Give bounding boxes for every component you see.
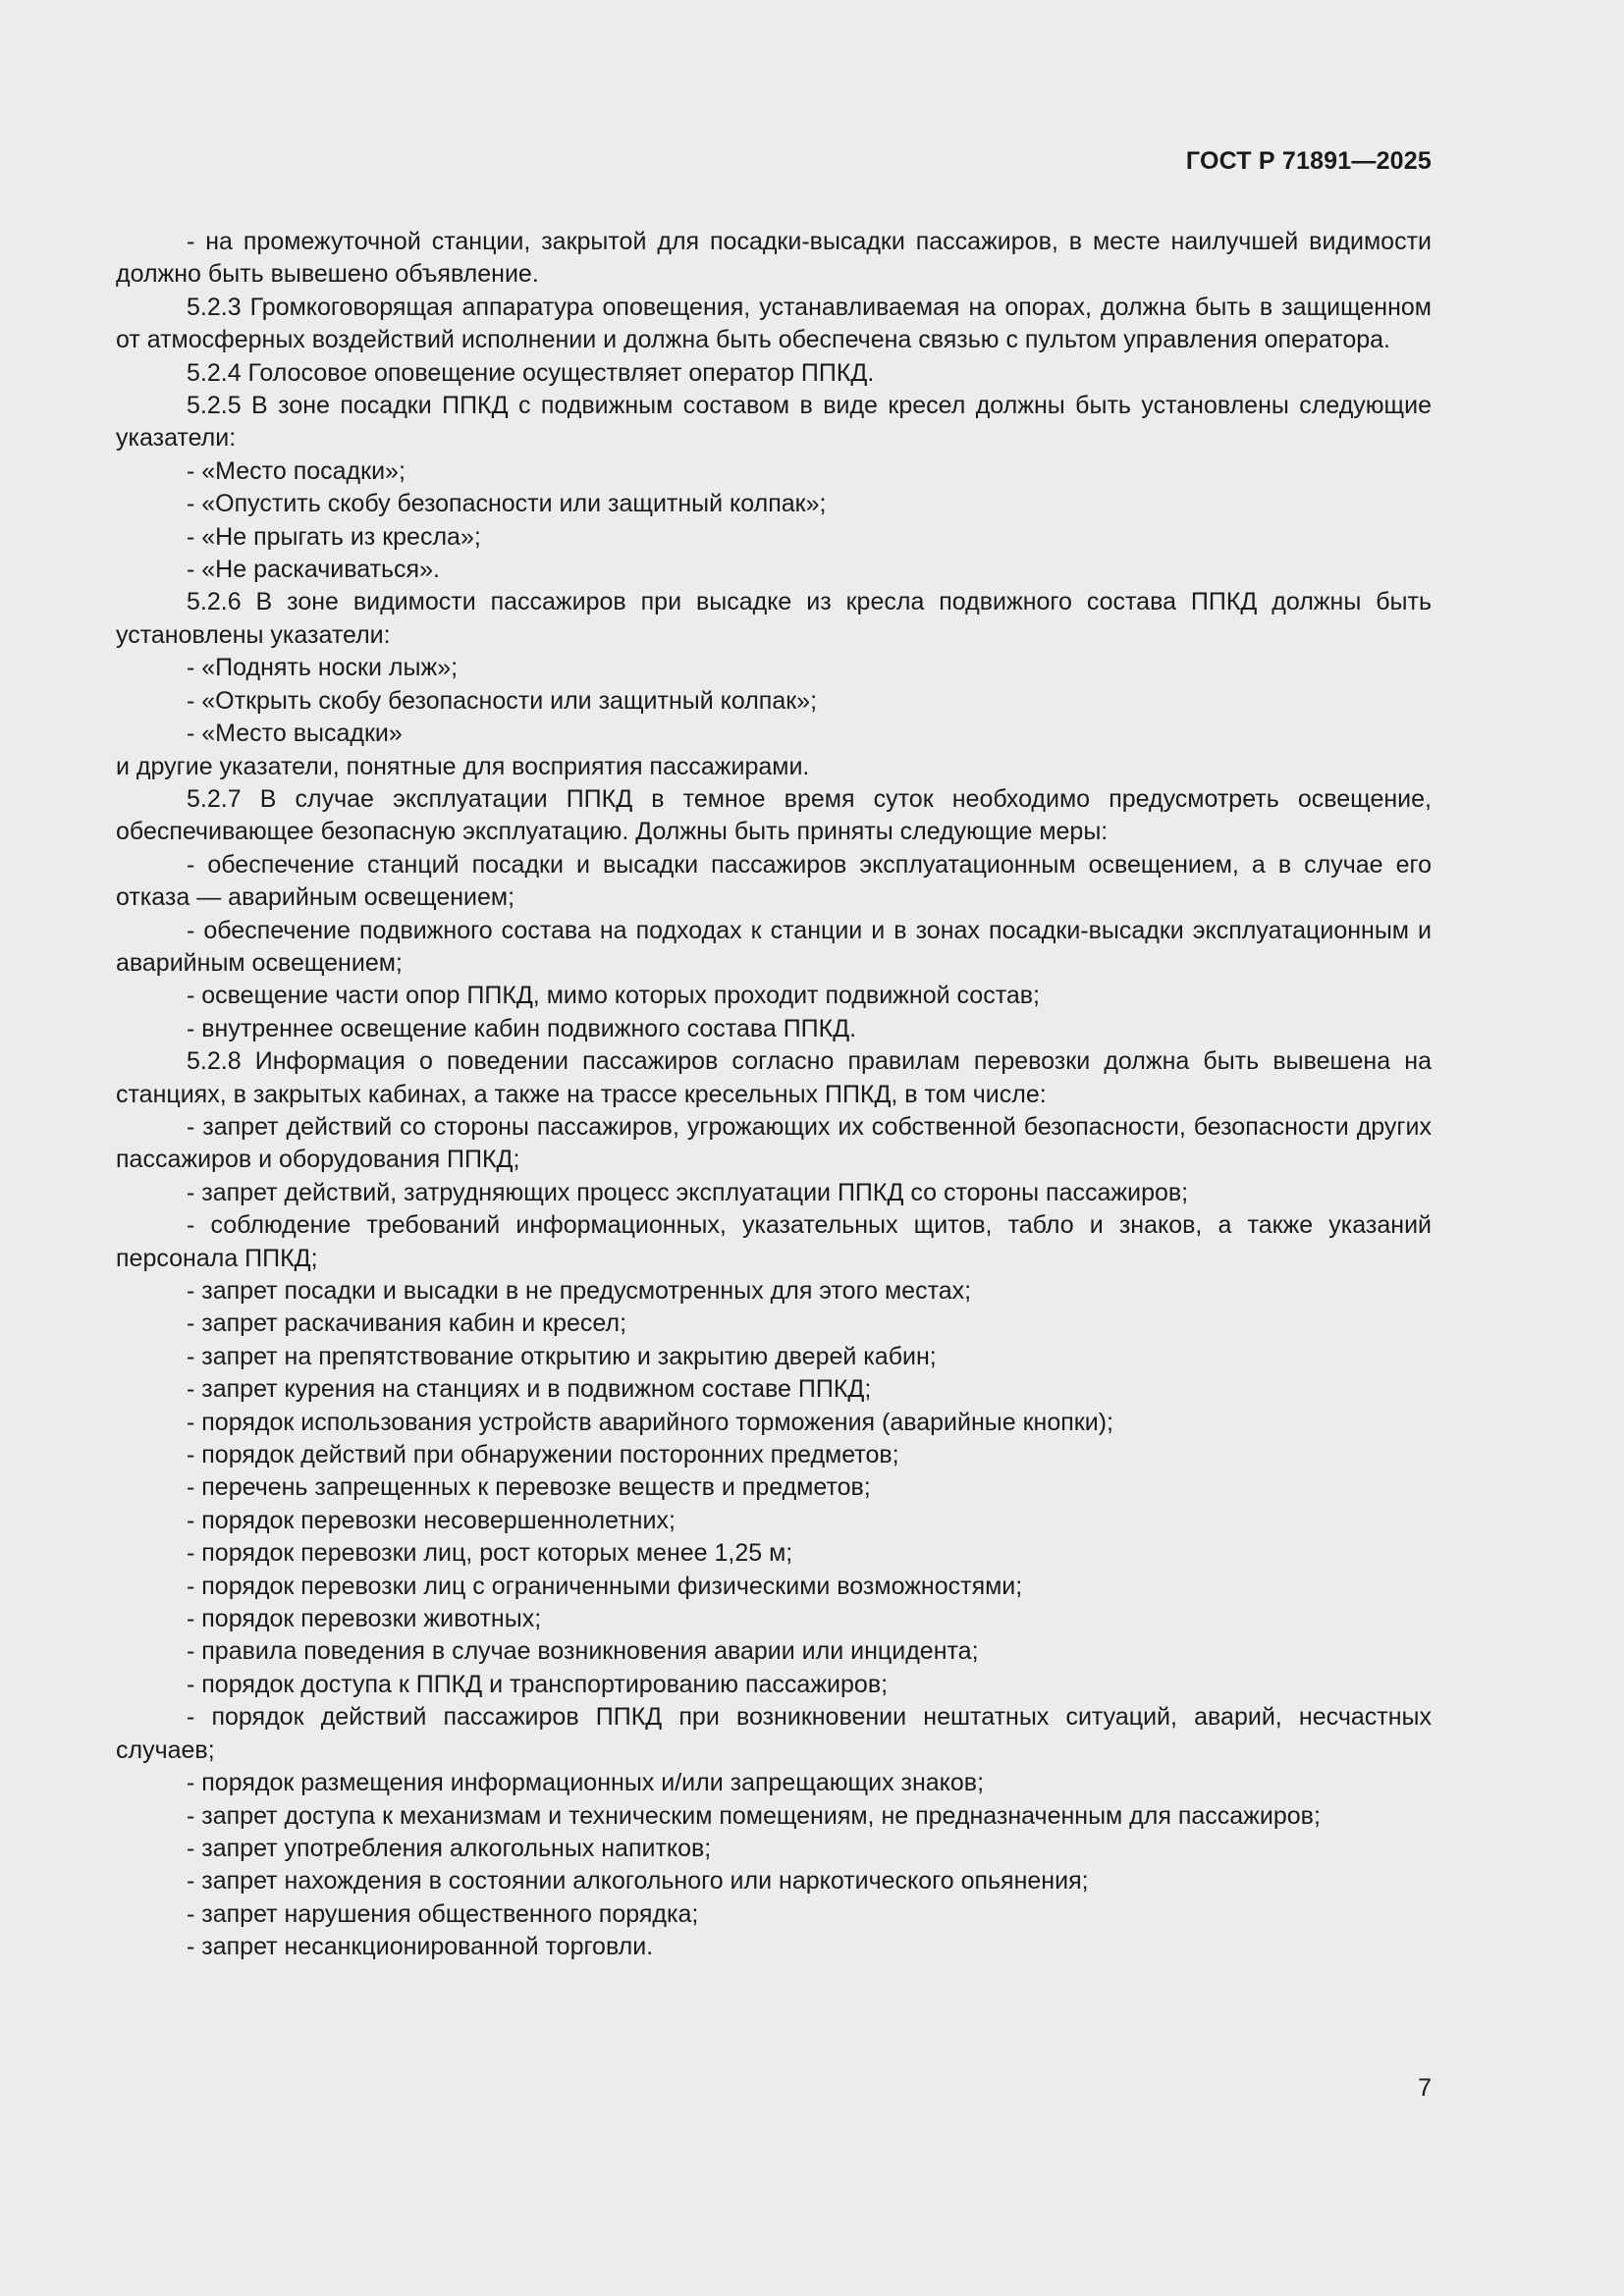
paragraph: - на промежуточной станции, закрытой для посадки-высадки пассажиров, в месте наилучшей видимости должно быть вывешено объявление. (116, 228, 1432, 289)
paragraph: 5.2.8 Информация о поведении пассажиров согласно правилам перевозки должна быть вывешена на станциях, в закрытых кабинах, а также на трассе кресельных ППКД, в том числе: (116, 1047, 1432, 1108)
paragraph: 5.2.5 В зоне посадки ППКД с подвижным составом в виде кресел должны быть установлены следующие указатели: (116, 392, 1432, 453)
paragraph: 5.2.6 В зоне видимости пассажиров при высадке из кресла подвижного состава ППКД должны быть установлены указатели: (116, 588, 1432, 649)
list-item: - порядок перевозки лиц, рост которых менее 1,25 м; (187, 1539, 793, 1568)
list-item: - порядок перевозки несовершеннолетних; (187, 1506, 676, 1534)
list-item: - соблюдение требований информационных, указательных щитов, табло и знаков, а также указаний персонала ППКД; (116, 1211, 1432, 1272)
list-item: - запрет нарушения общественного порядка; (187, 1899, 699, 1928)
list-item: - «Не прыгать из кресла»; (187, 522, 481, 551)
list-item: - обеспечение станций посадки и высадки пассажиров эксплуатационным освещением, а в случае его отказа — аварийным освещением; (116, 850, 1432, 912)
list-item: - запрет доступа к механизмам и техническим помещениям, не предназначенным для пассажиров; (187, 1801, 1321, 1830)
list-item: - запрет несанкционированной торговли. (187, 1933, 654, 1961)
body-text (116, 226, 1432, 1964)
list-item: - «Поднять носки лыж»; (187, 654, 459, 682)
list-item: - порядок доступа к ППКД и транспортированию пассажиров; (187, 1670, 889, 1698)
document-id-header: ГОСТ Р 71891—2025 (1185, 147, 1432, 175)
list-item: - «Открыть скобу безопасности или защитный колпак»; (187, 686, 818, 715)
list-item: - освещение части опор ППКД, мимо которых проходит подвижной состав; (187, 982, 1040, 1010)
paragraph: 5.2.7 В случае эксплуатации ППКД в темное время суток необходимо предусмотреть освещение, обеспечивающее безопасную эксплуатацию. Должны быть приняты следующие меры: (116, 784, 1432, 846)
list-item: - порядок действий при обнаружении посторонних предметов; (187, 1441, 899, 1469)
list-item: - «Опустить скобу безопасности или защитный колпак»; (187, 490, 827, 518)
list-item: - запрет употребления алкогольных напитков; (187, 1834, 712, 1862)
paragraph: и другие указатели, понятные для восприятия пассажирами. (116, 752, 810, 780)
paragraph: 5.2.3 Громкоговорящая аппаратура оповещения, устанавливаемая на опорах, должна быть в защищенном от атмосферных воздействий исполнении и должна быть обеспечена связью с пультом управления оператора. (116, 293, 1432, 354)
list-item: - запрет действий со стороны пассажиров, угрожающих их собственной безопасности, безопасности других пассажиров и оборудования ППКД; (116, 1112, 1432, 1174)
list-item: - внутреннее освещение кабин подвижного состава ППКД. (187, 1014, 857, 1042)
list-item: - порядок перевозки животных; (187, 1605, 542, 1633)
list-item: - запрет посадки и высадки в не предусмотренных для этого местах; (187, 1277, 972, 1305)
list-item: - запрет действий, затрудняющих процесс эксплуатации ППКД со стороны пассажиров; (187, 1178, 1189, 1206)
list-item: - порядок перевозки лиц с ограниченными физическими возможностями; (187, 1572, 1023, 1600)
list-item: - «Место посадки»; (187, 456, 406, 485)
paragraph: 5.2.4 Голосовое оповещение осуществляет оператор ППКД. (187, 358, 875, 387)
list-item: - перечень запрещенных к перевозке веществ и предметов; (187, 1473, 871, 1502)
list-item: - правила поведения в случае возникновения аварии или инцидента; (187, 1637, 979, 1666)
list-item: - порядок размещения информационных и/или запрещающих знаков; (187, 1769, 985, 1797)
list-item: - запрет на препятствование открытию и закрытию дверей кабин; (187, 1342, 937, 1370)
list-item: - «Не раскачиваться». (187, 556, 440, 584)
list-item: - порядок использования устройств аварийного торможения (аварийные кнопки); (187, 1408, 1113, 1436)
list-item: - запрет курения на станциях и в подвижном составе ППКД; (187, 1375, 872, 1404)
list-item: - запрет раскачивания кабин и кресел; (187, 1309, 627, 1338)
list-item: - порядок действий пассажиров ППКД при возникновении нештатных ситуаций, аварий, несчастных случаев; (116, 1703, 1432, 1764)
list-item: - «Место высадки» (187, 720, 403, 748)
page-number: 7 (1418, 2074, 1432, 2102)
list-item: - запрет нахождения в состоянии алкогольного или наркотического опьянения; (187, 1867, 1089, 1896)
list-item: - обеспечение подвижного состава на подходах к станции и в зонах посадки-высадки эксплуатационным и аварийным освещением; (116, 916, 1432, 977)
